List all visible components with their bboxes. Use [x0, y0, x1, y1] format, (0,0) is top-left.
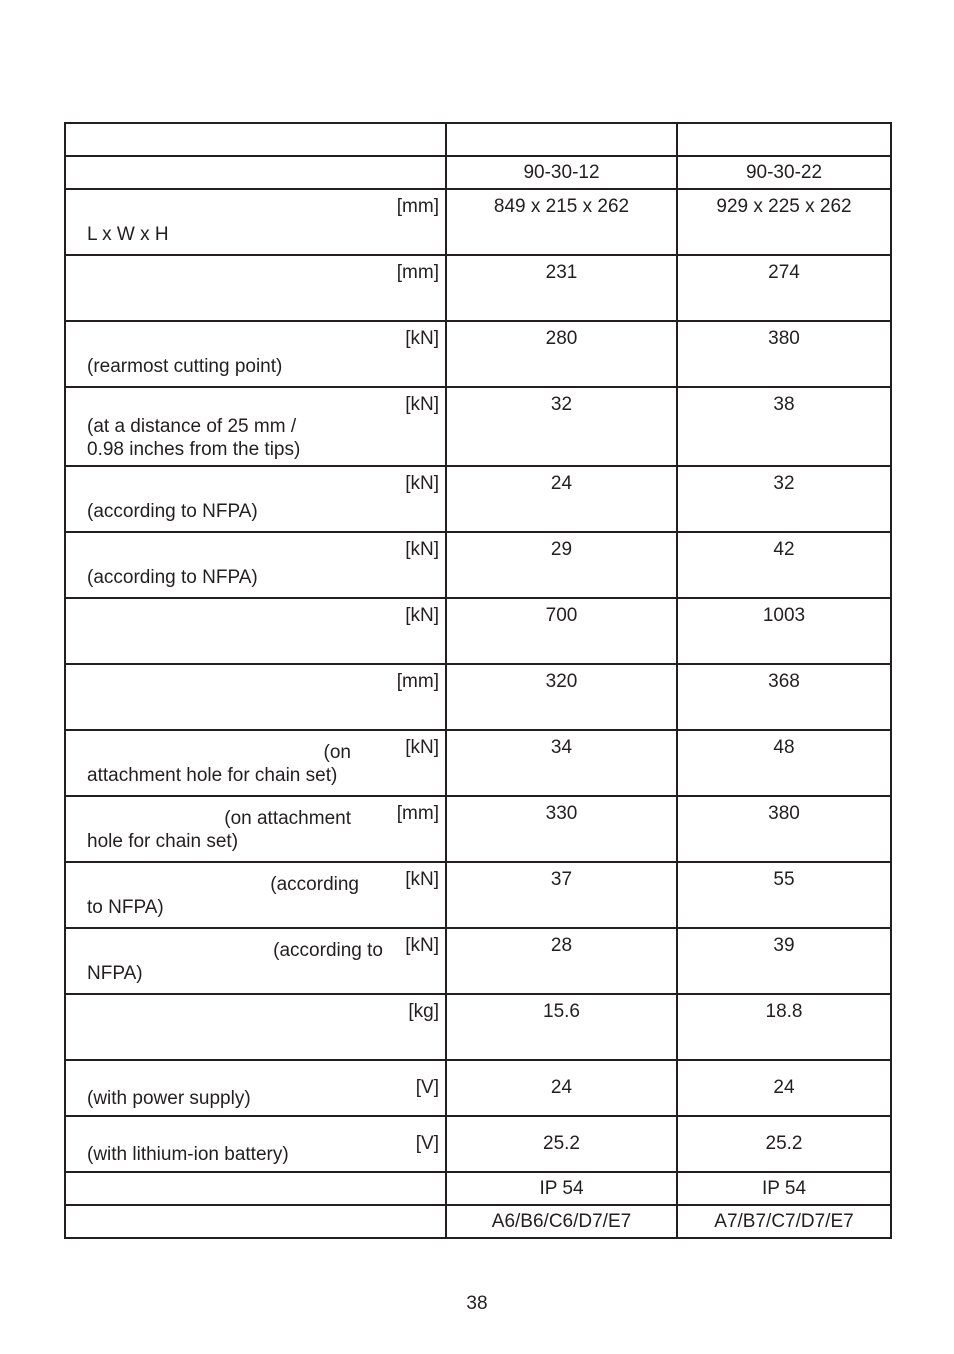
header-cell [65, 123, 446, 156]
value: 24 [773, 1077, 795, 1098]
header-cell [677, 123, 891, 156]
value-cell [677, 532, 891, 598]
table-row [65, 255, 891, 321]
table-header-row [65, 123, 891, 156]
value: 330 [545, 803, 578, 824]
value: 34 [550, 737, 573, 758]
row-label-cell [65, 321, 446, 387]
row-unit: [kN] [405, 394, 439, 415]
row-unit: [kN] [405, 605, 439, 626]
row-unit: [kN] [405, 328, 439, 349]
row-sublabel: NFPA) [87, 963, 143, 984]
value-cell [446, 796, 677, 862]
row-unit: [kg] [408, 1001, 439, 1022]
value-cell [677, 1205, 891, 1238]
row-label-cell [65, 1060, 446, 1116]
row-sublabel: attachment hole for chain set) [87, 765, 338, 786]
value-cell [446, 1205, 677, 1238]
row-label-cell [65, 1205, 446, 1238]
row-sublabel: (according to NFPA) [87, 567, 258, 588]
row-sublabel: (according to NFPA) [87, 501, 258, 522]
table-row [65, 664, 891, 730]
value-cell [446, 321, 677, 387]
table-row [65, 1172, 891, 1205]
value: 42 [773, 539, 795, 560]
row-sublabel: L x W x H [87, 224, 169, 245]
row-label-cell [65, 598, 446, 664]
value-cell [446, 387, 677, 466]
value-cell [446, 466, 677, 532]
value: 32 [550, 394, 573, 415]
table-row [65, 598, 891, 664]
table-row [65, 862, 891, 928]
row-label-cell [65, 189, 446, 255]
row-unit: [mm] [396, 671, 439, 692]
value: 280 [545, 328, 578, 349]
row-sublabel: (rearmost cutting point) [87, 356, 283, 377]
value-cell [677, 1060, 891, 1116]
value-cell [446, 532, 677, 598]
row-label: (on [323, 742, 351, 763]
value-cell [677, 255, 891, 321]
value: 25.2 [765, 1133, 803, 1154]
row-unit: [mm] [396, 196, 439, 217]
value-cell [677, 598, 891, 664]
row-label-cell [65, 1116, 446, 1172]
value-cell [677, 664, 891, 730]
row-label-cell [65, 466, 446, 532]
table-row [65, 928, 891, 994]
value: 38 [773, 394, 795, 415]
row-sublabel: (with lithium-ion battery) [87, 1144, 289, 1165]
row-unit: [kN] [405, 539, 439, 560]
row-unit: [kN] [405, 473, 439, 494]
row-sublabel: (at a distance of 25 mm / 0.98 inches from the tips) [87, 416, 301, 460]
row-label: (according to [273, 940, 383, 961]
row-label-cell [65, 255, 446, 321]
row-unit: [kN] [405, 737, 439, 758]
row-unit: [kN] [405, 869, 439, 890]
specifications-table [64, 122, 892, 1239]
table-row [65, 321, 891, 387]
value-cell [677, 730, 891, 796]
table-row [65, 1060, 891, 1116]
value: 37 [550, 869, 573, 890]
row-label-cell [65, 862, 446, 928]
value: 849 x 215 x 262 [493, 196, 630, 217]
row-unit: [V] [415, 1133, 439, 1154]
row-sublabel: (with power supply) [87, 1088, 251, 1109]
model-cell [446, 156, 677, 189]
value-cell [677, 1172, 891, 1205]
value-cell [446, 928, 677, 994]
table-row [65, 189, 891, 255]
row-sublabel: hole for chain set) [87, 831, 239, 852]
table-row [65, 387, 891, 466]
value-cell [446, 598, 677, 664]
row-label-cell [65, 387, 446, 466]
value: A7/B7/C7/D7/E7 [714, 1211, 854, 1232]
value: 28 [550, 935, 573, 956]
value: 24 [550, 1077, 573, 1098]
model-number: 90-30-22 [745, 162, 823, 183]
value: 15.6 [543, 1001, 580, 1022]
value-cell [677, 321, 891, 387]
value-cell [446, 1172, 677, 1205]
row-label-cell [65, 796, 446, 862]
model-number: 90-30-12 [523, 162, 600, 183]
value-cell [677, 387, 891, 466]
table-row [65, 1205, 891, 1238]
value-cell [446, 994, 677, 1060]
value: 231 [545, 262, 578, 283]
value-cell [677, 189, 891, 255]
value-cell [446, 189, 677, 255]
table-row [65, 730, 891, 796]
value-cell [446, 1116, 677, 1172]
value-cell [677, 862, 891, 928]
row-label-cell [65, 928, 446, 994]
value-cell [446, 664, 677, 730]
value-cell [446, 255, 677, 321]
value: 32 [773, 473, 795, 494]
model-row [65, 156, 891, 189]
value-cell [677, 994, 891, 1060]
value: 1003 [762, 605, 806, 626]
value: 700 [545, 605, 578, 626]
table-row [65, 994, 891, 1060]
row-label: (on attachment [224, 808, 351, 829]
value: 29 [550, 539, 573, 560]
row-unit: [mm] [396, 803, 439, 824]
row-label: (according [270, 874, 359, 895]
value-cell [446, 862, 677, 928]
value: 274 [768, 262, 800, 283]
row-unit: [kN] [405, 935, 439, 956]
row-unit: [mm] [396, 262, 439, 283]
value: 380 [768, 803, 800, 824]
header-cell [446, 123, 677, 156]
row-label-cell [65, 532, 446, 598]
table-row [65, 532, 891, 598]
value-cell [446, 1060, 677, 1116]
value: 320 [545, 671, 578, 692]
row-label-cell [65, 1172, 446, 1205]
row-label-cell [65, 994, 446, 1060]
value: 55 [773, 869, 795, 890]
row-sublabel: to NFPA) [87, 897, 164, 918]
value-cell [677, 466, 891, 532]
value-cell [677, 796, 891, 862]
model-label-cell [65, 156, 446, 189]
table-row [65, 466, 891, 532]
value: A6/B6/C6/D7/E7 [491, 1211, 632, 1232]
table-row [65, 796, 891, 862]
value-cell [677, 928, 891, 994]
value: 368 [768, 671, 800, 692]
model-cell [677, 156, 891, 189]
row-label-cell [65, 664, 446, 730]
value: 18.8 [765, 1001, 803, 1022]
table-row [65, 1116, 891, 1172]
value: 39 [773, 935, 795, 956]
value: 929 x 225 x 262 [716, 196, 852, 217]
value-cell [446, 730, 677, 796]
value: 24 [550, 473, 573, 494]
row-label-cell [65, 730, 446, 796]
page-number: 38 [466, 1293, 488, 1314]
value: 48 [773, 737, 795, 758]
value: 25.2 [543, 1133, 580, 1154]
value: IP 54 [539, 1178, 584, 1199]
value-cell [677, 1116, 891, 1172]
value: 380 [768, 328, 800, 349]
row-unit: [V] [415, 1077, 439, 1098]
value: IP 54 [761, 1178, 807, 1199]
